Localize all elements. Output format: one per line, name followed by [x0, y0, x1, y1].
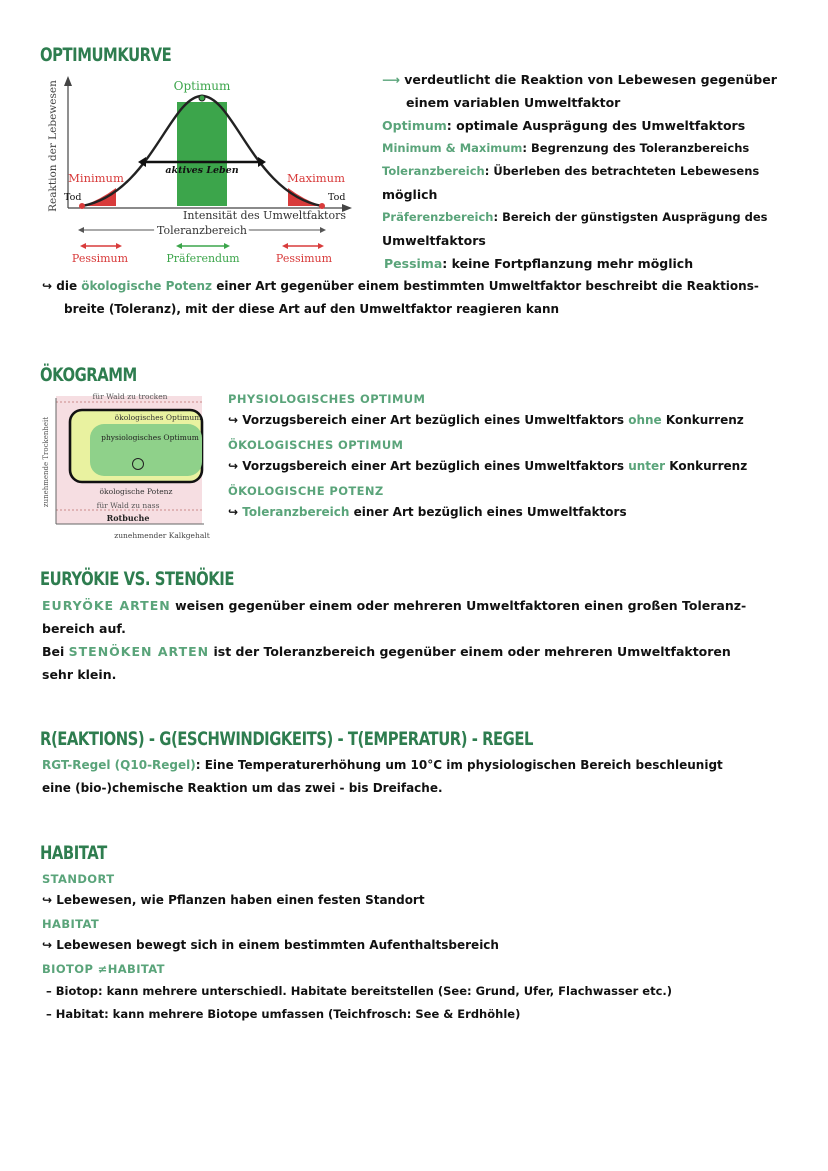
def-optimum: Optimum: optimale Ausprägung des Umweltfaktors: [382, 118, 746, 133]
potenz-line-1: ↪ die ökologische Potenz einer Art gegenüber einem bestimmten Umweltfaktor beschreibt die Reaktions-: [42, 279, 759, 293]
line-eko-optimum: ↪ Vorzugsbereich einer Art bezüglich eines Umweltfaktors unter Konkurrenz: [228, 459, 748, 473]
def-pessima: Pessima: keine Fortpflanzung mehr möglich: [384, 256, 694, 271]
def-praeferenz-2: Umweltfaktors: [382, 233, 486, 248]
pessimum-label-left: Pessimum: [71, 252, 129, 265]
stenoek-line-2: sehr klein.: [42, 667, 117, 682]
pessimum-area-left: [82, 188, 116, 206]
label-rotbuche: Rotbuche: [106, 513, 150, 523]
arrow-icon: ⟶: [382, 72, 400, 87]
line-habitat-biotope: – Habitat: kann mehrere Biotope umfassen (Teichfrosch: See & Erdhöhle): [46, 1007, 521, 1021]
return-arrow-icon: ↪: [42, 938, 53, 952]
maximum-label: Maximum: [286, 171, 346, 185]
return-arrow-icon: ↪: [42, 893, 53, 907]
return-arrow-icon: ↪: [228, 459, 239, 473]
return-arrow-icon: ↪: [42, 279, 53, 293]
return-arrow-icon: ↪: [228, 505, 239, 519]
heading-biotop: BIOTOP ≠HABITAT: [42, 962, 165, 976]
y-axis-arrow: [64, 76, 72, 86]
stenoek-line-1: Bei STENÖKEN ARTEN ist der Toleranzbereich gegenüber einem oder mehreren Umweltfaktoren: [42, 644, 731, 659]
euryoek-line-2: bereich auf.: [42, 621, 126, 636]
toleranzbereich-label: Toleranzbereich: [157, 224, 247, 237]
pessimum-label-right: Pessimum: [275, 252, 333, 265]
section-title-euryoekie: EURYÖKIE VS. STENÖKIE: [40, 568, 234, 590]
preferendum-band: [177, 102, 227, 206]
label-zu-nass: für Wald zu nass: [96, 501, 160, 510]
optimum-curve-diagram: [40, 74, 360, 270]
minimum-label: Minimum: [68, 171, 124, 185]
line-phys-optimum: ↪ Vorzugsbereich einer Art bezüglich eines Umweltfaktors ohne Konkurrenz: [228, 413, 744, 427]
def-minmax: Minimum & Maximum: Begrenzung des Toleranzbereichs: [382, 141, 750, 155]
x-axis-label: Intensität des Umweltfaktors: [182, 209, 346, 222]
def-praeferenz: Präferenzbereich: Bereich der günstigsten Ausprägung des: [382, 210, 768, 224]
y-axis-label: Reaktion der Lebewesen: [47, 80, 59, 212]
label-zu-trocken: für Wald zu trocken: [92, 392, 168, 401]
section-title-habitat: HABITAT: [40, 842, 107, 864]
line-standort: ↪ Lebewesen, wie Pflanzen haben einen festen Standort: [42, 893, 425, 907]
euryoek-line-1: EURYÖKE ARTEN weisen gegenüber einem oder mehreren Umweltfaktoren einen großen Toleranz-: [42, 598, 747, 613]
section-title-oekogramm: ÖKOGRAMM: [40, 364, 137, 386]
section-title-optimumkurve: OPTIMUMKURVE: [40, 44, 172, 66]
def-toleranz: Toleranzbereich: Überleben des betrachteten Lebewesens: [382, 164, 760, 178]
section-title-rgt: R(EAKTIONS) - G(ESCHWINDIGKEITS) - T(EMPERATUR) - REGEL: [40, 728, 534, 750]
heading-standort: STANDORT: [42, 872, 115, 886]
optimum-label: Optimum: [173, 79, 231, 93]
tod-label-left: Tod: [64, 192, 82, 203]
y-axis-label: zunehmende Trockenheit: [42, 416, 50, 508]
heading-phys-optimum: PHYSIOLOGISCHES OPTIMUM: [228, 392, 426, 406]
line-eko-potenz: ↪ Toleranzbereich einer Art bezüglich eines Umweltfaktors: [228, 505, 627, 519]
label-potenz: ökologische Potenz: [99, 487, 173, 496]
def-toleranz-2: möglich: [382, 187, 438, 202]
heading-eko-optimum: ÖKOLOGISCHES OPTIMUM: [228, 438, 404, 452]
line-habitat: ↪ Lebewesen bewegt sich in einem bestimmten Aufenthaltsbereich: [42, 938, 499, 952]
heading-eko-potenz: ÖKOLOGISCHE POTENZ: [228, 484, 384, 498]
tod-label-right: Tod: [328, 192, 346, 203]
optimum-point: [199, 95, 205, 101]
aktives-leben-label: aktives Leben: [165, 165, 239, 176]
x-axis-label: zunehmender Kalkgehalt: [114, 531, 210, 540]
note-line-2: einem variablen Umweltfaktor: [406, 95, 621, 110]
rgt-line-2: eine (bio-)chemische Reaktion um das zwei - bis Dreifache.: [42, 781, 443, 795]
note-line-1: ⟶ verdeutlicht die Reaktion von Lebewesen gegenüber: [382, 72, 777, 87]
label-phys-optimum: physiologisches Optimum: [101, 433, 199, 442]
preferendum-label: Präferendum: [166, 252, 240, 265]
tod-point-left: [79, 203, 85, 209]
oekogramm-diagram: [40, 388, 210, 544]
label-eko-optimum: ökologisches Optimum: [114, 413, 202, 422]
potenz-line-2: breite (Toleranz), mit der diese Art auf den Umweltfaktor reagieren kann: [64, 302, 560, 316]
pessimum-area-right: [288, 188, 322, 206]
heading-habitat: HABITAT: [42, 917, 100, 931]
rgt-line-1: RGT-Regel (Q10-Regel): Eine Temperaturerhöhung um 10°C im physiologischen Bereich beschleunigt: [42, 758, 723, 772]
return-arrow-icon: ↪: [228, 413, 239, 427]
line-biotop: – Biotop: kann mehrere unterschiedl. Habitate bereitstellen (See: Grund, Ufer, Flachwasser etc.): [46, 984, 673, 998]
